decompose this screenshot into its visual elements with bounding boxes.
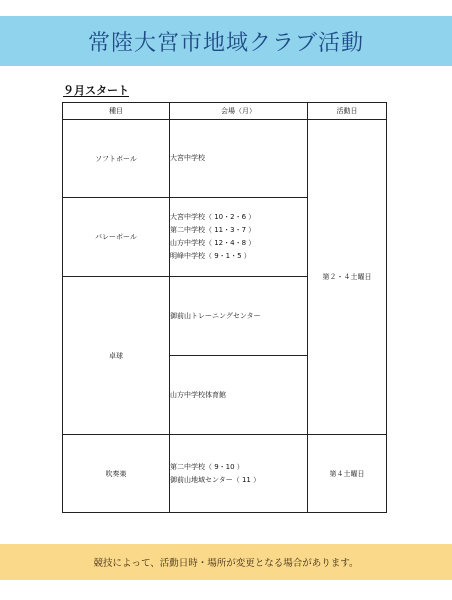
sport-table-tennis: 卓球	[63, 277, 170, 435]
table-row	[63, 435, 387, 513]
header-venue: 会場（月）	[170, 103, 308, 120]
start-month-label: ９月スタート	[63, 84, 129, 97]
venue-line: 御前山トレーニングセンター	[170, 311, 261, 320]
venue-cell	[170, 198, 308, 277]
venue-cell	[170, 356, 308, 435]
sport-volleyball: バレーボール	[63, 198, 170, 277]
venue-line: 明峰中学校（ 9・1・5 ）	[170, 252, 251, 260]
table-header-row	[63, 103, 387, 120]
venue-cell	[170, 435, 308, 513]
activity-day-main: 第２・４土曜日	[308, 120, 387, 435]
venue-line: 第二中学校（ 11・3・7 ）	[170, 226, 256, 234]
venue-line: 御前山地域センター（ 11 ）	[170, 475, 261, 484]
venue-cell	[170, 277, 308, 356]
venue-line: 山方中学校体育館	[170, 390, 226, 399]
footer-notice	[0, 544, 452, 580]
table-row	[63, 120, 387, 198]
schedule-table	[62, 102, 387, 513]
venue-line: 大宮中学校（ 10・2・6 ）	[170, 213, 256, 221]
page-title: 常陸大宮市地域クラブ活動	[87, 30, 364, 56]
header-sport: 種目	[63, 103, 170, 120]
footer-note: 競技によって、活動日時・場所が変更となる場合があります。	[93, 558, 359, 569]
header-banner	[0, 16, 452, 66]
activity-day-brass: 第４土曜日	[308, 435, 387, 513]
venue-line: 第二中学校（ 9・10 ）	[170, 462, 244, 471]
header-activity-day: 活動日	[308, 103, 387, 120]
venue-line: 大宮中学校	[170, 154, 205, 162]
venue-line: 山方中学校（ 12・4・8 ）	[170, 239, 256, 247]
sport-softball: ソフトボール	[63, 120, 170, 198]
venue-cell	[170, 120, 308, 198]
sport-brass-band: 吹奏楽	[63, 435, 170, 513]
